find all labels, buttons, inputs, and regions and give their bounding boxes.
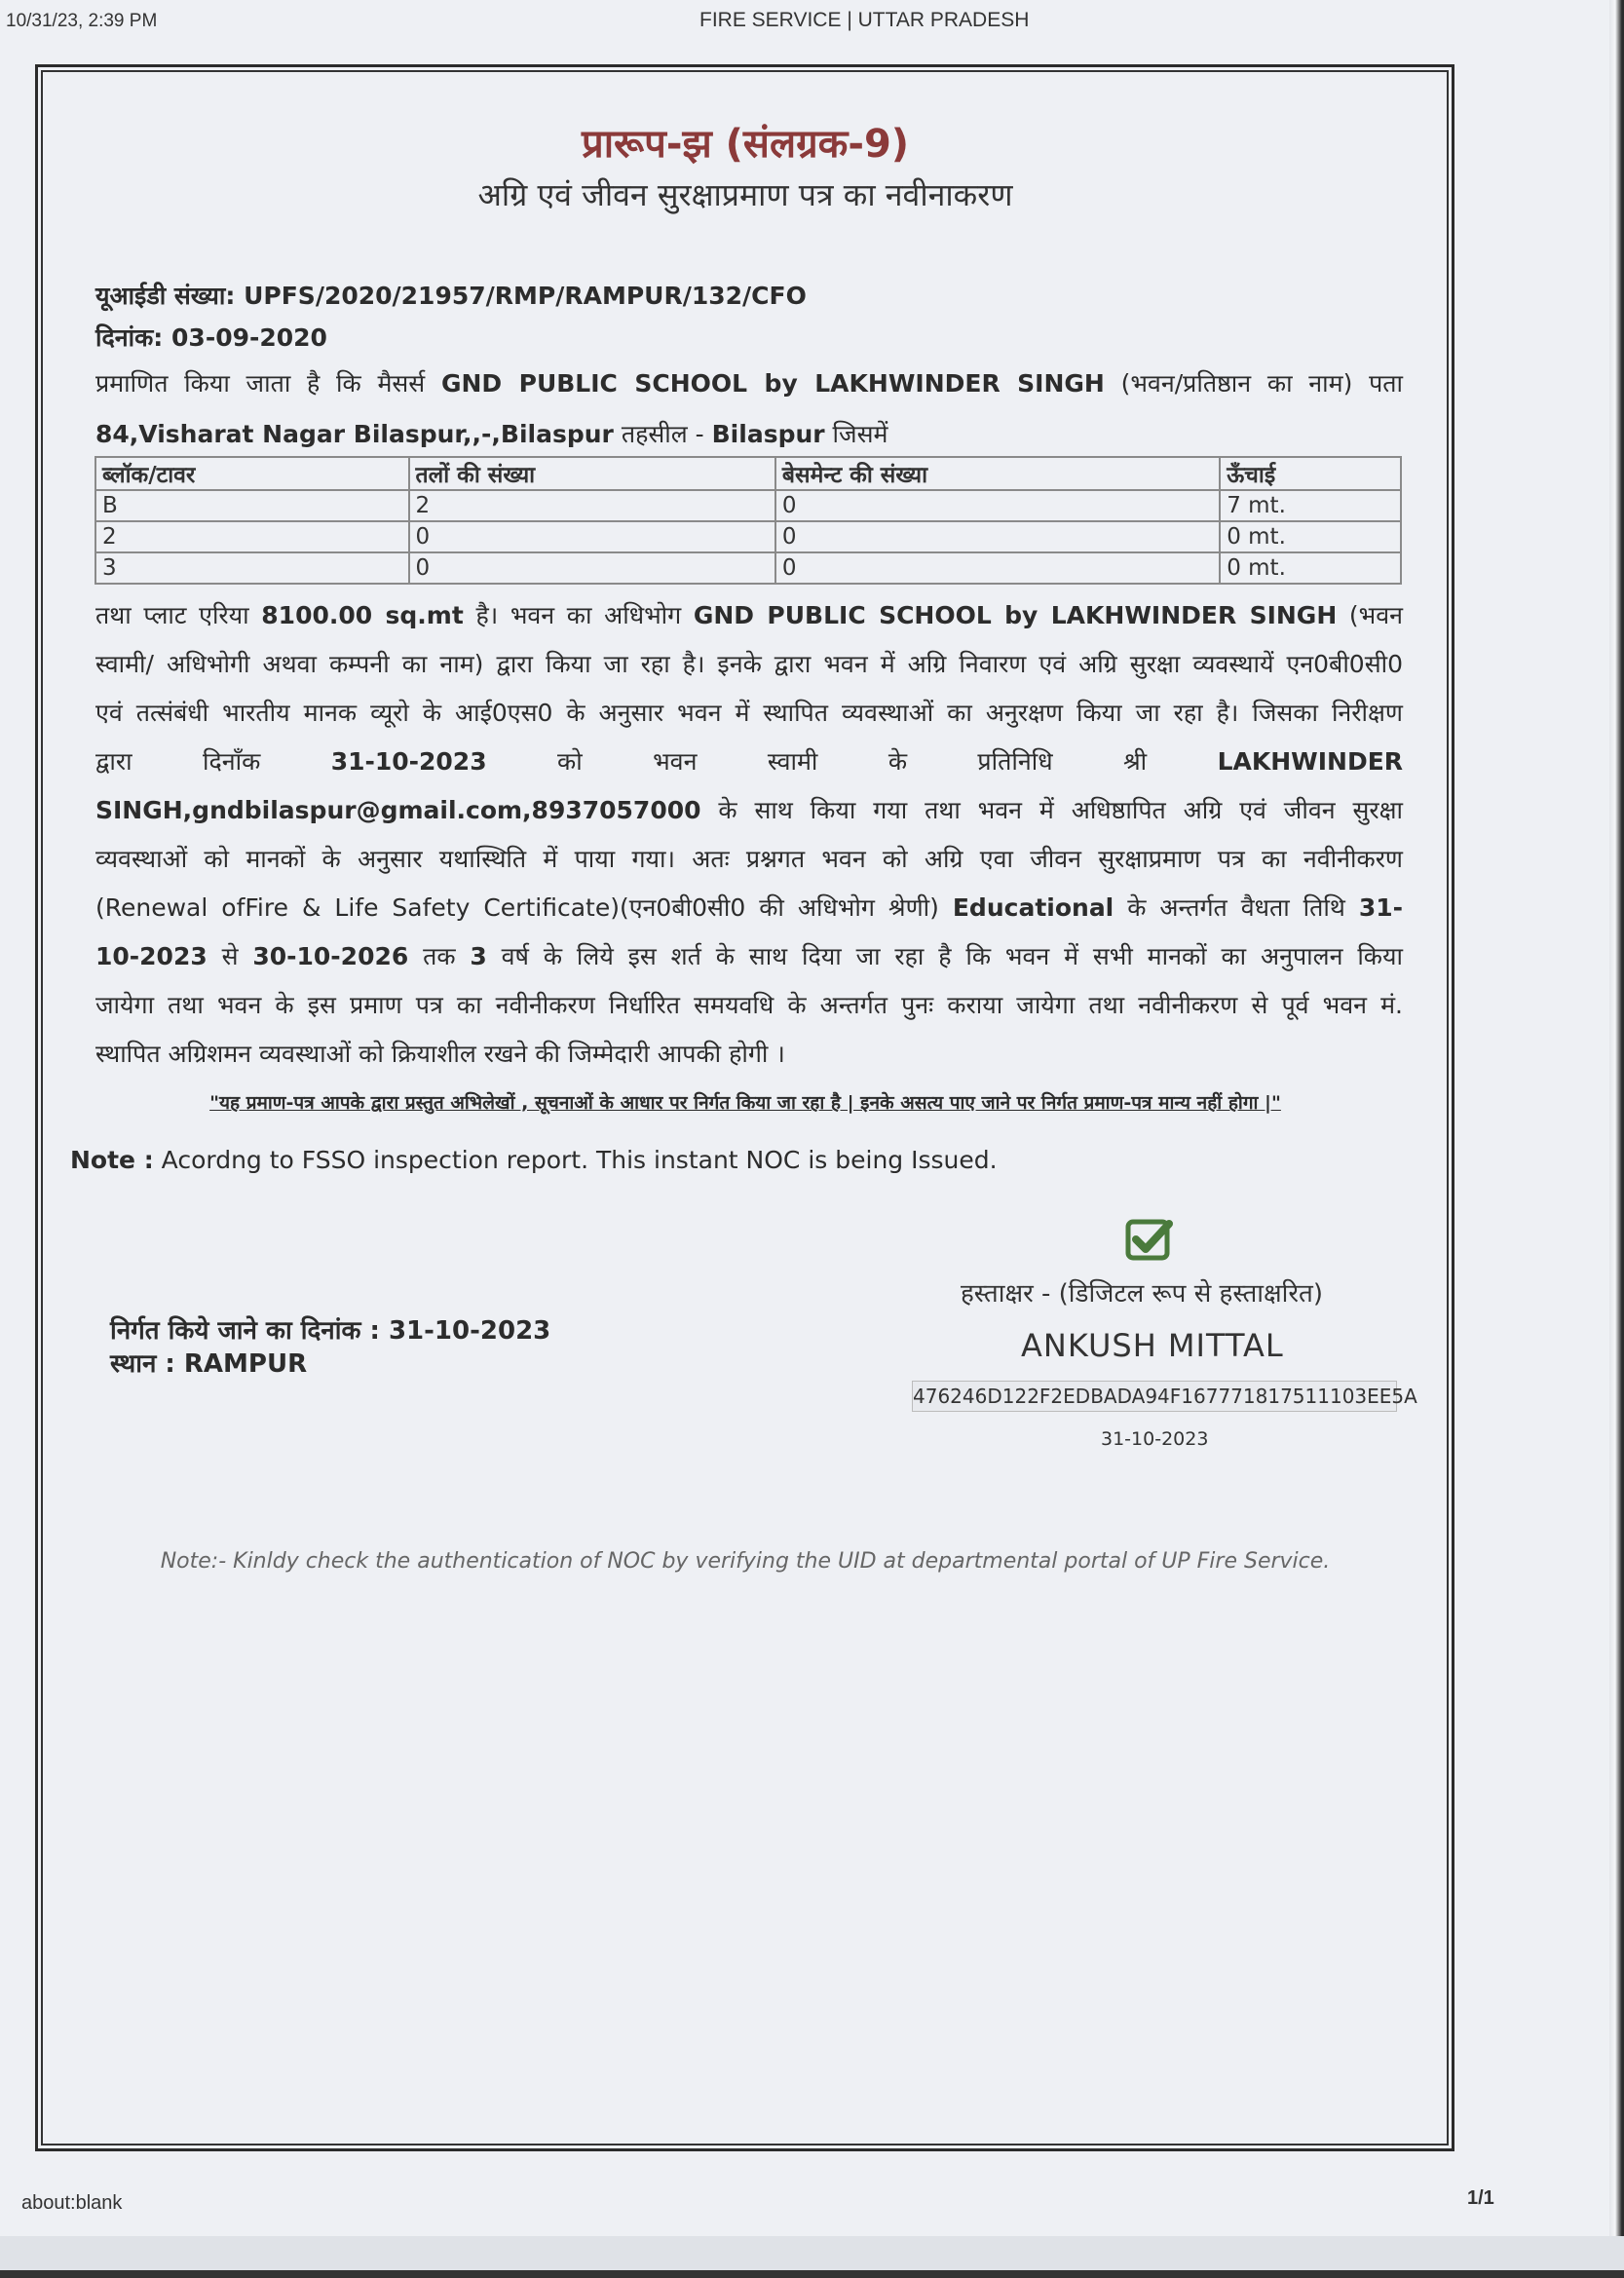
para2-line2	[95, 647, 1403, 680]
scanner-edge	[0, 2270, 1624, 2278]
uid-label: यूआईडी संख्या:	[95, 282, 236, 310]
print-url: about:blank	[21, 2192, 123, 2214]
place-label: स्थान :	[110, 1349, 175, 1379]
tehsil: Bilaspur	[711, 420, 825, 448]
occupancy-category: Educational	[952, 893, 1114, 922]
text: स्वामी/ अधिभोगी अथवा कम्पनी का नाम) द्वारा किया जा रहा है। इनके द्वारा भवन में अग्रि निवारण एवं अग्रि सुरक्षा व्यवस्थायें एन0बी0सी0	[95, 650, 1403, 678]
issue-date-line	[110, 1311, 550, 1347]
signatory-name: ANKUSH MITTAL	[1021, 1327, 1284, 1364]
table-cell: B	[95, 490, 409, 521]
page-bottom-margin	[0, 2236, 1624, 2270]
date-line	[95, 321, 327, 354]
text: के साथ किया गया तथा भवन में अधिष्ठापित अग्रि एवं जीवन सुरक्षा	[718, 796, 1403, 824]
place: RAMPUR	[183, 1349, 308, 1379]
check-box-icon	[1125, 1218, 1174, 1262]
table-cell: 0	[409, 552, 775, 584]
text: (भवन/प्रतिष्ठान का नाम) पता	[1120, 369, 1403, 398]
representative-name: LAKHWINDER	[1217, 747, 1404, 776]
text: को	[557, 747, 583, 776]
column-header: ब्लॉक/टावर	[95, 457, 409, 490]
table-cell: 2	[409, 490, 775, 521]
valid-to: 30-10-2026	[252, 942, 409, 970]
establishment-name: GND PUBLIC SCHOOL by LAKHWINDER SINGH	[440, 369, 1105, 398]
text: तक	[423, 942, 456, 970]
valid-from-cont: 10-2023	[95, 942, 208, 970]
table-cell: 0	[775, 490, 1220, 521]
text: व्यवस्थाओं को मानकों के अनुसार यथास्थिति में पाया गया। अतः प्रश्नगत भवन को अग्रि एवा जीवन सुरक्षाप्रमाण पत्र का नवीनीकरण	[95, 845, 1403, 873]
note-text: Acordng to FSSO inspection report. This instant NOC is being Issued.	[161, 1146, 998, 1174]
text: द्वारा	[95, 747, 132, 776]
table-cell: 0 mt.	[1220, 552, 1401, 584]
table-row	[95, 490, 1401, 521]
uid-value: UPFS/2020/21957/RMP/RAMPUR/132/CFO	[244, 282, 807, 310]
table-row	[95, 552, 1401, 584]
form-title: प्रारूप-झ (संलग्रक-9)	[581, 122, 910, 167]
text: जिसमें	[832, 420, 888, 448]
representative-contact: SINGH,gndbilaspur@gmail.com,8937057000	[95, 796, 701, 824]
text: तहसील -	[621, 420, 704, 448]
para2-line1	[95, 598, 1403, 631]
column-header: बेसमेन्ट की संख्या	[775, 457, 1220, 490]
column-header: तलों की संख्या	[409, 457, 775, 490]
text: स्वामी	[767, 747, 818, 776]
date-label: दिनांक:	[95, 323, 164, 352]
text: (Renewal ofFire & Life Safety Certificate)(एन0बी0सी0 की अधिभोग श्रेणी)	[95, 893, 939, 922]
date-value: 03-09-2020	[171, 323, 327, 352]
table-cell: 0	[775, 521, 1220, 552]
table-cell: 7 mt.	[1220, 490, 1401, 521]
note-label: Note :	[70, 1146, 154, 1174]
table-cell: 0	[409, 521, 775, 552]
text: से	[221, 942, 239, 970]
table-cell: 0	[775, 552, 1220, 584]
address: 84,Visharat Nagar Bilaspur,,-,Bilaspur	[95, 420, 614, 448]
text: प्रतिनिधि	[977, 747, 1053, 776]
print-page-title: FIRE SERVICE | UTTAR PRADESH	[699, 9, 1030, 31]
certificate-subtitle: अग्रि एवं जीवन सुरक्षाप्रमाण पत्र का नवीनाकरण	[477, 176, 1013, 213]
text: है। भवन का अधिभोग	[475, 601, 682, 629]
inspection-date: 31-10-2023	[330, 747, 487, 776]
text: श्री	[1122, 747, 1148, 776]
text: जायेगा तथा भवन के इस प्रमाण पत्र का नवीनीकरण निर्धारित समयवधि के अन्तर्गत पुनः कराया जायेगा तथा नवीनीकरण से पूर्व भवन मं.	[95, 991, 1403, 1019]
occupant-name: GND PUBLIC SCHOOL by LAKHWINDER SINGH	[693, 601, 1338, 629]
print-timestamp: 10/31/23, 2:39 PM	[6, 11, 158, 31]
table-cell: 0 mt.	[1220, 521, 1401, 552]
table-cell: 3	[95, 552, 409, 584]
text: दिनाँक	[202, 747, 261, 776]
signature-date: 31-10-2023	[1101, 1428, 1209, 1450]
signature-label: हस्ताक्षर - (डिजिटल रूप से हस्ताक्षरित)	[961, 1279, 1323, 1309]
uid-line	[95, 279, 807, 312]
text: भवन	[653, 747, 698, 776]
text: तथा प्लाट एरिया	[95, 601, 249, 629]
text: एवं तत्संबंधी भारतीय मानक व्यूरो के आई0एस0 के अनुसार भवन में स्थापित व्यवस्थाओं का अनुरक्षण किया जा रहा है। जिसका निरीक्षण	[95, 699, 1403, 727]
table-row	[95, 521, 1401, 552]
place-line	[110, 1345, 307, 1380]
para2-line7	[95, 891, 1403, 924]
text: स्थापित अग्रिशमन व्यवस्थाओं को क्रियाशील रखने की जिम्मेदारी आपकी होगी ।	[95, 1040, 785, 1068]
text: के अन्तर्गत वैधता तिथि	[1127, 893, 1345, 922]
building-blocks-table	[94, 456, 1402, 585]
table-header-row	[95, 457, 1401, 490]
para2-line8	[95, 939, 1403, 972]
para1-line2	[95, 417, 888, 450]
plot-area: 8100.00 sq.mt	[261, 601, 464, 629]
text: के	[888, 747, 908, 776]
issue-date: 31-10-2023	[388, 1316, 551, 1346]
para2-line3	[95, 696, 1403, 729]
para2-line6	[95, 842, 1403, 875]
inspection-note	[70, 1146, 998, 1174]
authentication-note: Note:- Kinldy check the authentication of NOC by verifying the UID at departmental portal of UP Fire Service.	[160, 1549, 1331, 1574]
print-page-count: 1/1	[1467, 2187, 1494, 2209]
text: (भवन	[1348, 601, 1404, 629]
para1-line1	[95, 366, 1403, 399]
page-edge	[1609, 0, 1624, 2236]
valid-from: 31-	[1358, 893, 1404, 922]
para2-line4	[95, 744, 1403, 778]
issue-date-label: निर्गत किये जाने का दिनांक :	[110, 1316, 380, 1346]
signature-hash: 476246D122F2EDBADA94F167771817511103EE5A	[912, 1381, 1397, 1412]
text: प्रमाणित किया जाता है कि मैसर्स	[95, 369, 426, 398]
text: वर्ष के लिये इस शर्त के साथ दिया जा रहा है कि भवन में सभी मानकों का अनुपालन किया	[501, 942, 1403, 970]
para2-line9	[95, 988, 1403, 1021]
declaration: "यह प्रमाण-पत्र आपके द्वारा प्रस्तुत अभिलेखों , सूचनाओं के आधार पर निर्गत किया जा रहा है | इनके असत्य पाए जाने पर निर्गत प्रमाण-पत्र मान्य नहीं होगा |"	[209, 1092, 1281, 1114]
para2-line5	[95, 793, 1403, 826]
table-cell: 2	[95, 521, 409, 552]
para2-line10	[95, 1037, 785, 1070]
validity-years: 3	[470, 942, 487, 970]
column-header: ऊँचाई	[1220, 457, 1401, 490]
